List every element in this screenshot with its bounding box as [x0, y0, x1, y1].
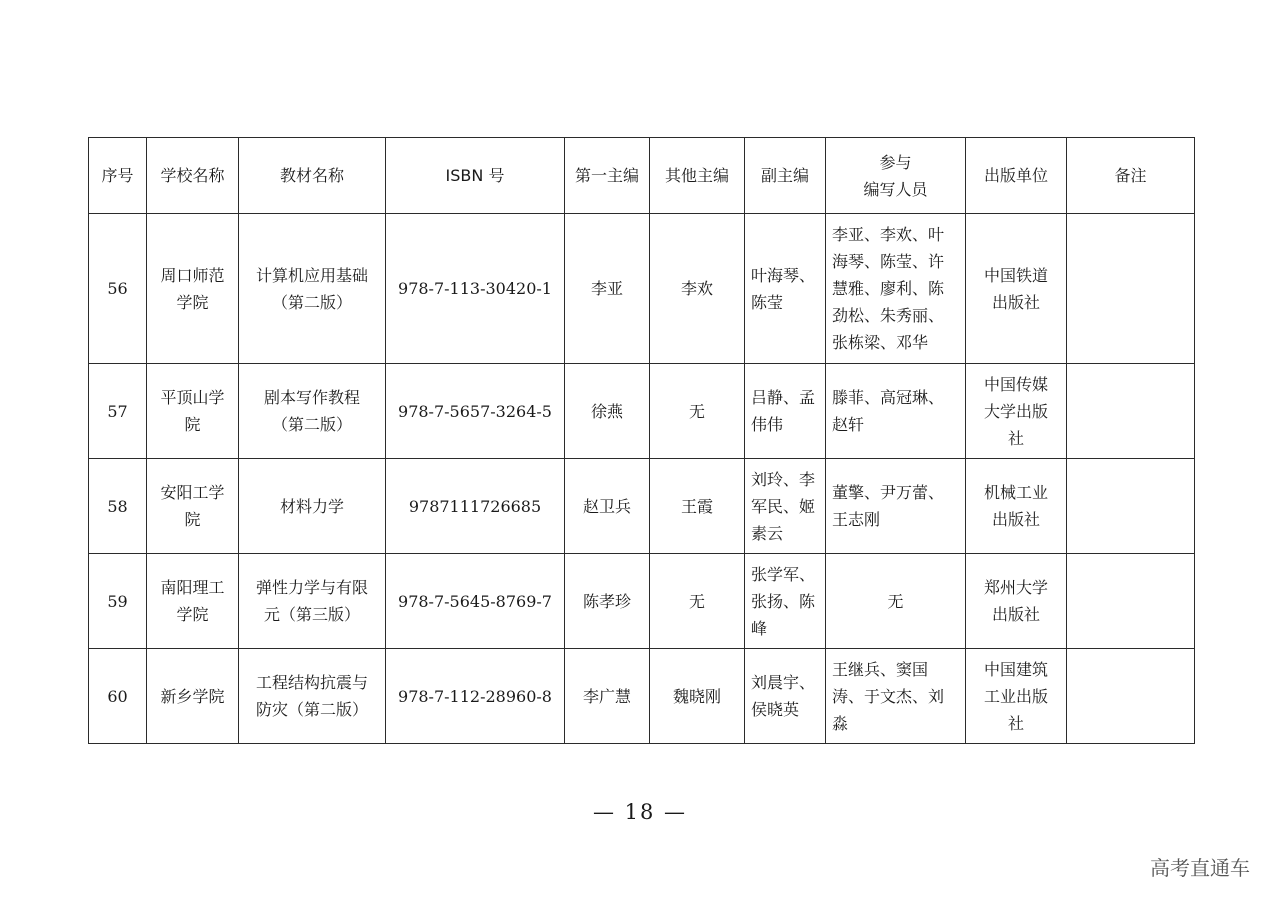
table-row [89, 364, 1195, 459]
cell-deputy: 刘玲、李 军民、姬 素云 [745, 459, 826, 554]
cell-writers: 李亚、李欢、叶 海琴、陈莹、许 慧雅、廖利、陈 劲松、朱秀丽、 张栋梁、邓华 [826, 214, 966, 364]
cell-no: 56 [89, 214, 147, 364]
cell-publisher: 机械工业 出版社 [966, 459, 1067, 554]
cell-deputy: 吕静、孟 伟伟 [745, 364, 826, 459]
cell-remark [1067, 364, 1195, 459]
header-cell-school: 学校名称 [147, 138, 239, 214]
header-cell-deputy: 副主编 [745, 138, 826, 214]
table-row [89, 459, 1195, 554]
page-number: — 18 — [592, 800, 688, 824]
header-cell-remark: 备注 [1067, 138, 1195, 214]
cell-chief: 徐燕 [565, 364, 650, 459]
header-cell-title: 教材名称 [239, 138, 386, 214]
cell-other-chief: 魏晓刚 [650, 649, 745, 744]
cell-school: 新乡学院 [147, 649, 239, 744]
cell-remark [1067, 649, 1195, 744]
cell-no: 60 [89, 649, 147, 744]
cell-writers: 王继兵、窦国 涛、于文杰、刘 淼 [826, 649, 966, 744]
cell-publisher: 中国传媒 大学出版 社 [966, 364, 1067, 459]
cell-school: 周口师范 学院 [147, 214, 239, 364]
table-row [89, 554, 1195, 649]
textbook-table [88, 137, 1195, 744]
cell-school: 安阳工学 院 [147, 459, 239, 554]
cell-deputy: 刘晨宇、 侯晓英 [745, 649, 826, 744]
cell-writers: 无 [826, 554, 966, 649]
table-header-row [89, 138, 1195, 214]
header-cell-publisher: 出版单位 [966, 138, 1067, 214]
cell-no: 58 [89, 459, 147, 554]
cell-isbn: 978-7-113-30420-1 [386, 214, 565, 364]
cell-remark [1067, 554, 1195, 649]
cell-writers: 董擎、尹万蕾、 王志刚 [826, 459, 966, 554]
cell-publisher: 中国建筑 工业出版 社 [966, 649, 1067, 744]
table-row [89, 214, 1195, 364]
cell-deputy: 张学军、 张扬、陈 峰 [745, 554, 826, 649]
table-row [89, 649, 1195, 744]
cell-other-chief: 李欢 [650, 214, 745, 364]
cell-school: 南阳理工 学院 [147, 554, 239, 649]
header-cell-no: 序号 [89, 138, 147, 214]
cell-title: 弹性力学与有限 元（第三版） [239, 554, 386, 649]
cell-chief: 李亚 [565, 214, 650, 364]
cell-isbn: 9787111726685 [386, 459, 565, 554]
cell-title: 工程结构抗震与 防灾（第二版） [239, 649, 386, 744]
header-cell-writers: 参与 编写人员 [826, 138, 966, 214]
cell-deputy: 叶海琴、 陈莹 [745, 214, 826, 364]
cell-writers: 滕菲、高冠琳、 赵轩 [826, 364, 966, 459]
header-cell-chief: 第一主编 [565, 138, 650, 214]
cell-title: 计算机应用基础 （第二版） [239, 214, 386, 364]
header-cell-other-chief: 其他主编 [650, 138, 745, 214]
cell-title: 剧本写作教程 （第二版） [239, 364, 386, 459]
cell-other-chief: 无 [650, 554, 745, 649]
cell-publisher: 中国铁道 出版社 [966, 214, 1067, 364]
cell-school: 平顶山学 院 [147, 364, 239, 459]
cell-isbn: 978-7-112-28960-8 [386, 649, 565, 744]
cell-other-chief: 王霞 [650, 459, 745, 554]
cell-no: 59 [89, 554, 147, 649]
cell-title: 材料力学 [239, 459, 386, 554]
cell-isbn: 978-7-5645-8769-7 [386, 554, 565, 649]
header-cell-isbn: ISBN 号 [386, 138, 565, 214]
cell-remark [1067, 214, 1195, 364]
cell-remark [1067, 459, 1195, 554]
cell-chief: 陈孝珍 [565, 554, 650, 649]
cell-no: 57 [89, 364, 147, 459]
cell-chief: 李广慧 [565, 649, 650, 744]
watermark: 高考直通车 [1150, 856, 1250, 880]
cell-isbn: 978-7-5657-3264-5 [386, 364, 565, 459]
cell-publisher: 郑州大学 出版社 [966, 554, 1067, 649]
cell-chief: 赵卫兵 [565, 459, 650, 554]
cell-other-chief: 无 [650, 364, 745, 459]
